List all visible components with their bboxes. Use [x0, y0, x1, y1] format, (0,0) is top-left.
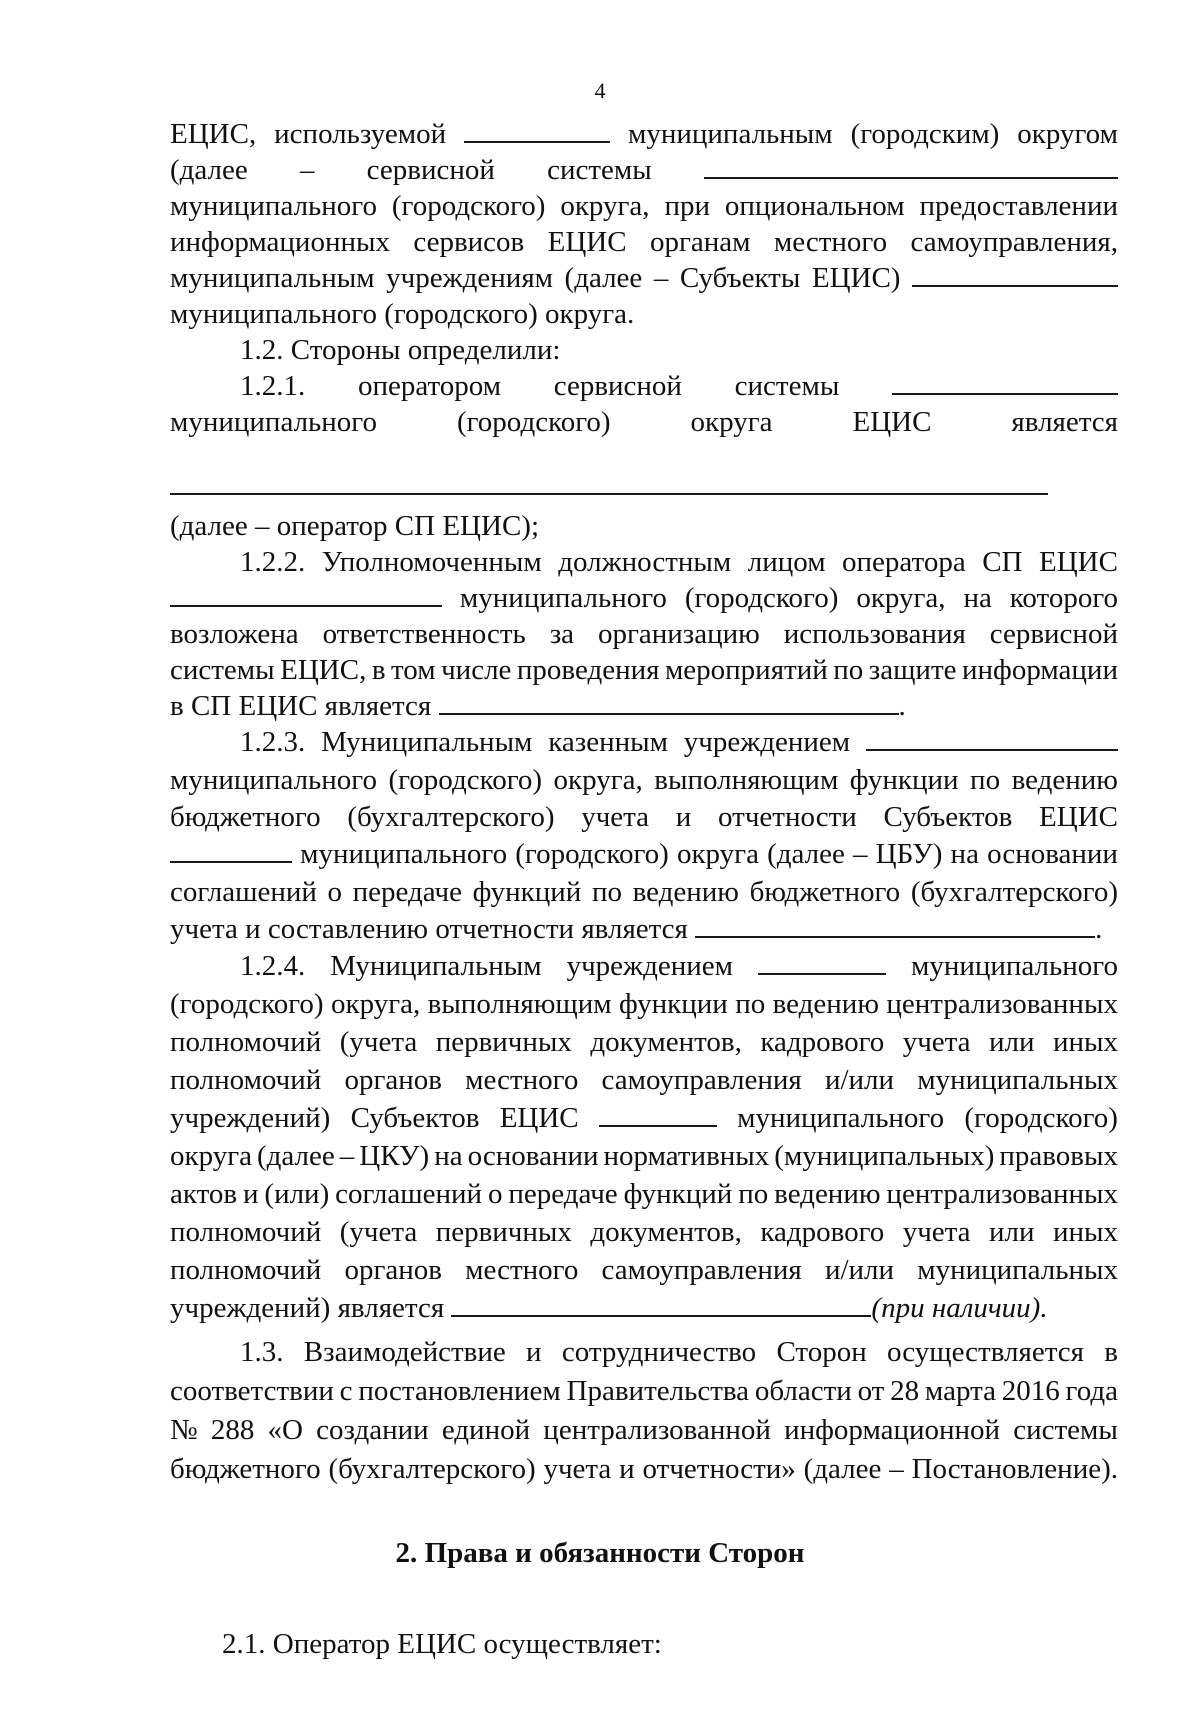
- paragraph-line: 1.2.1. оператором сервисной системы: [240, 368, 1118, 404]
- paragraph-line: муниципального (городского) округа ЕЦИС является: [170, 406, 1118, 438]
- paragraph-line: № 288 «О создании единой централизованной информационной системы: [170, 1414, 1118, 1446]
- paragraph-line: муниципального (городского) округа, при опциональном предоставлении: [170, 190, 1118, 222]
- blank-field[interactable]: [866, 725, 1118, 751]
- paragraph-line: бюджетного (бухгалтерского) учета и отчетности Субъектов ЕЦИС: [170, 801, 1118, 833]
- blank-field[interactable]: [439, 689, 899, 715]
- paragraph-line: муниципального (городского) округа (далее – ЦБУ) на основании: [170, 836, 1118, 872]
- blank-field[interactable]: [451, 1291, 871, 1317]
- paragraph-line: информационных сервисов ЕЦИС органам местного самоуправления,: [170, 226, 1118, 258]
- paragraph-line: муниципального (городского) округа, на которого: [170, 580, 1118, 616]
- blank-field[interactable]: [170, 837, 292, 863]
- blank-field[interactable]: [170, 493, 1048, 495]
- blank-field[interactable]: [170, 581, 442, 607]
- paragraph-line: возложена ответственность за организацию использования сервисной: [170, 618, 1118, 650]
- paragraph-line: округа (далее – ЦКУ) на основании нормативных (муниципальных) правовых: [170, 1140, 1118, 1172]
- paragraph-line: учета и составлению отчетности является .: [170, 913, 1103, 945]
- paragraph-line: полномочий (учета первичных документов, кадрового учета или иных: [170, 1026, 1118, 1058]
- blank-field[interactable]: [912, 261, 1118, 287]
- paragraph-line: системы ЕЦИС, в том числе проведения мероприятий по защите информации: [170, 654, 1118, 686]
- paragraph-line: 1.2.3. Муниципальным казенным учреждением: [240, 724, 1118, 760]
- paragraph-line: бюджетного (бухгалтерского) учета и отчетности» (далее – Постановление).: [170, 1453, 1118, 1485]
- paragraph-line: 1.3. Взаимодействие и сотрудничество Сторон осуществляется в: [240, 1336, 1118, 1368]
- paragraph-line: муниципального (городского) округа, выполняющим функции по ведению: [170, 764, 1118, 796]
- paragraph-line: 2.1. Оператор ЕЦИС осуществляет:: [222, 1628, 662, 1660]
- paragraph-line: соответствии с постановлением Правительства области от 28 марта 2016 года: [170, 1375, 1118, 1407]
- blank-field[interactable]: [464, 117, 610, 143]
- paragraph-line: учреждений) является (при наличии).: [170, 1292, 1048, 1324]
- paragraph-line: учреждений) Субъектов ЕЦИС муниципального (городского): [170, 1102, 1118, 1134]
- page-number: 4: [594, 78, 606, 103]
- paragraph-line: полномочий органов местного самоуправления и/или муниципальных: [170, 1254, 1118, 1286]
- paragraph-line: в СП ЕЦИС является .: [170, 690, 906, 722]
- section-title: 2. Права и обязанности Сторон: [395, 1537, 805, 1569]
- paragraph-line: полномочий органов местного самоуправления и/или муниципальных: [170, 1064, 1118, 1096]
- blank-field[interactable]: [758, 949, 886, 975]
- paragraph-line: 1.2.4. Муниципальным учреждением муниципального: [240, 950, 1118, 982]
- paragraph-line: (далее – оператор СП ЕЦИС);: [170, 510, 539, 542]
- paragraph-line: соглашений о передаче функций по ведению бюджетного (бухгалтерского): [170, 876, 1118, 908]
- paragraph-line: 1.2.2. Уполномоченным должностным лицом оператора СП ЕЦИС: [240, 546, 1118, 578]
- blank-field[interactable]: [695, 912, 1095, 938]
- paragraph-line: полномочий (учета первичных документов, кадрового учета или иных: [170, 1216, 1118, 1248]
- paragraph-line: актов и (или) соглашений о передаче функций по ведению централизованных: [170, 1178, 1118, 1210]
- blank-field[interactable]: [599, 1101, 717, 1127]
- paragraph-line: муниципальным учреждениям (далее – Субъекты ЕЦИС): [170, 260, 1118, 296]
- paragraph-line: (городского) округа, выполняющим функции по ведению централизованных: [170, 988, 1118, 1020]
- paragraph-line: ЕЦИС, используемой муниципальным (городским) округом: [170, 118, 1118, 150]
- blank-field[interactable]: [704, 153, 1118, 179]
- paragraph-line: муниципального (городского) округа.: [170, 298, 635, 330]
- paragraph-line: (далее – сервисной системы: [170, 152, 1118, 188]
- paragraph-line: 1.2. Стороны определили:: [240, 334, 561, 366]
- blank-field[interactable]: [892, 369, 1118, 395]
